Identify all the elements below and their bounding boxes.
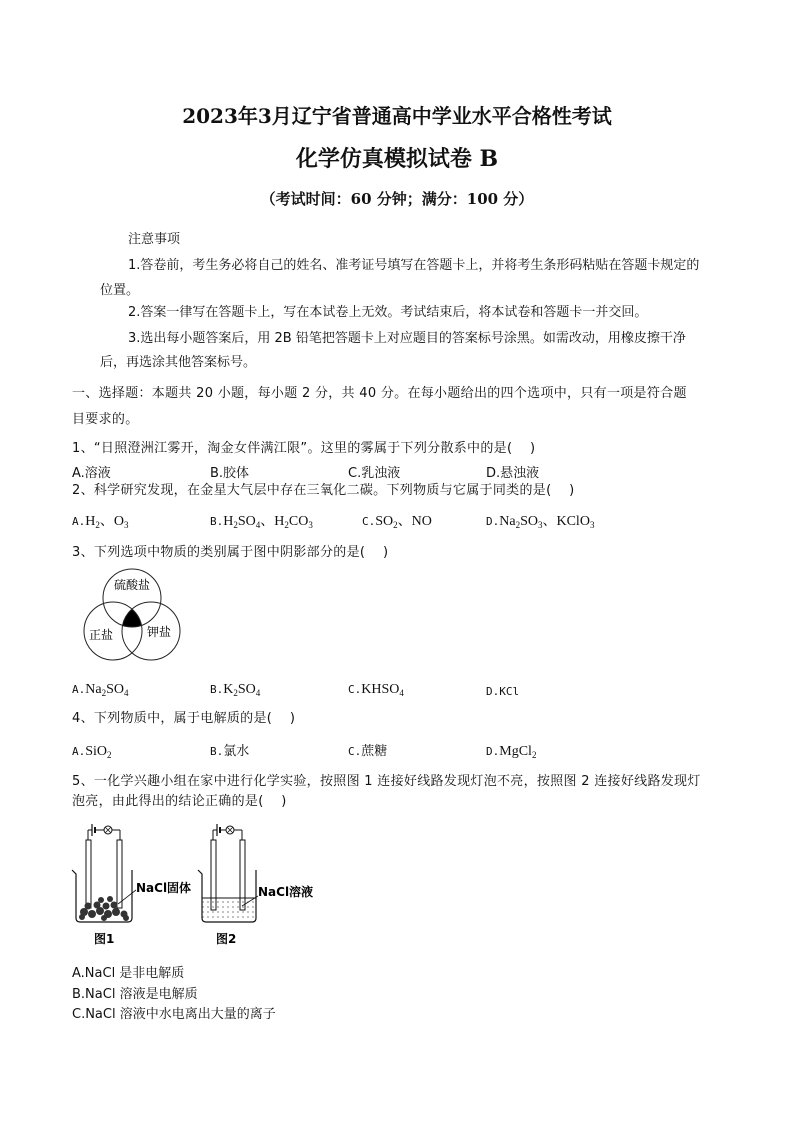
- notice-item-3a: 3.选出每小题答案后，用 2B 铅笔把答题卡上对应题目的答案标号涂黑。如需改动，用橡皮擦干净: [128, 331, 686, 346]
- notice-item-2: 2.答案一律写在答题卡上，写在本试卷上无效。考试结束后，将本试卷和答题卡一并交回。: [128, 305, 648, 320]
- q1-option-c: C.乳浊液: [348, 466, 401, 481]
- q2-stem: 2、科学研究发现，在金星大气层中存在三氧化二碳。下列物质与它属于同类的是( ): [72, 483, 575, 498]
- q1-option-b: B.胶体: [210, 466, 250, 481]
- q1-option-d: D.悬浊液: [486, 466, 540, 481]
- figure-1-caption: 图1: [94, 932, 115, 946]
- notice-title: 注意事项: [128, 232, 181, 247]
- exam-duration: （考试时间：60 分钟；满分：100 分）: [260, 190, 534, 208]
- notice-item-1b: 位置。: [100, 283, 140, 298]
- paper-subtitle: 化学仿真模拟试卷 B: [295, 146, 499, 172]
- figure-1-apparatus: [72, 824, 191, 946]
- venn-diagram: [76, 568, 188, 664]
- q4-option-d: D.MgCl$_2$: [486, 744, 537, 760]
- q3-option-c: $C.KHSO_4$: [348, 682, 404, 698]
- figure-1-label: NaCl固体: [136, 881, 192, 895]
- q4-option-b: B.氯水: [210, 744, 250, 759]
- q3-option-a: $A.Na_2SO_4$: [72, 682, 129, 698]
- venn-label-top: 硫酸盐: [113, 578, 151, 592]
- venn-label-left: 正盐: [88, 628, 114, 642]
- section-heading-a: 一、选择题：本题共 20 小题，每小题 2 分，共 40 分。在每小题给出的四个选项中，只有一项是符合题: [72, 386, 687, 401]
- q4-option-c: C.蔗糖: [348, 744, 388, 759]
- q5-option-b: B.NaCl 溶液是电解质: [72, 987, 198, 1002]
- q1-option-a: A.溶液: [72, 466, 111, 481]
- q2-option-a: $A.H_2$、$O_3$: [72, 514, 129, 530]
- q4-option-a: A.SiO$_2$: [72, 744, 112, 760]
- figure-2-label: NaCl溶液: [258, 885, 314, 899]
- q5-stem-b: 泡亮，由此得出的结论正确的是( ): [72, 794, 287, 809]
- figure-2-caption: 图2: [216, 932, 237, 946]
- q5-stem-a: 5、一化学兴趣小组在家中进行化学实验，按照图 1 连接好线路发现灯泡不亮，按照图 2 连接好线路发现灯: [72, 774, 701, 789]
- q2-option-b: $B.H_2SO_4$、$H_2CO_3$: [210, 514, 313, 530]
- q3-option-b: $B.K_2SO_4$: [210, 682, 261, 698]
- q5-option-c: C.NaCl 溶液中水电离出大量的离子: [72, 1007, 276, 1022]
- exam-title: 2023年3月辽宁省普通高中学业水平合格性考试: [182, 104, 612, 128]
- q3-option-d: D.KCl: [486, 685, 520, 698]
- conductivity-figures: [70, 818, 330, 950]
- q1-stem: 1、“日照澄洲江雾开，淘金女伴满江限”。这里的雾属于下列分散系中的是( ): [72, 441, 536, 456]
- figure-2-apparatus: [198, 824, 313, 946]
- notice-item-3b: 后，再选涂其他答案标号。: [100, 355, 257, 370]
- q5-option-a: A.NaCl 是非电解质: [72, 966, 185, 981]
- section-heading-b: 目要求的。: [72, 412, 139, 427]
- notice-item-1a: 1.答卷前，考生务必将自己的姓名、准考证号填写在答题卡上，并将考生条形码粘贴在答题卡规定的: [128, 258, 700, 273]
- q4-stem: 4、下列物质中，属于电解质的是( ): [72, 711, 296, 726]
- q3-stem: 3、下列选项中物质的类别属于图中阴影部分的是( ): [72, 545, 389, 560]
- q2-option-d: $D.Na_2SO_3$、KClO$_3$: [486, 514, 595, 530]
- q2-option-c: $C.SO_2$、NO: [362, 514, 432, 530]
- venn-label-right: 钾盐: [146, 625, 172, 639]
